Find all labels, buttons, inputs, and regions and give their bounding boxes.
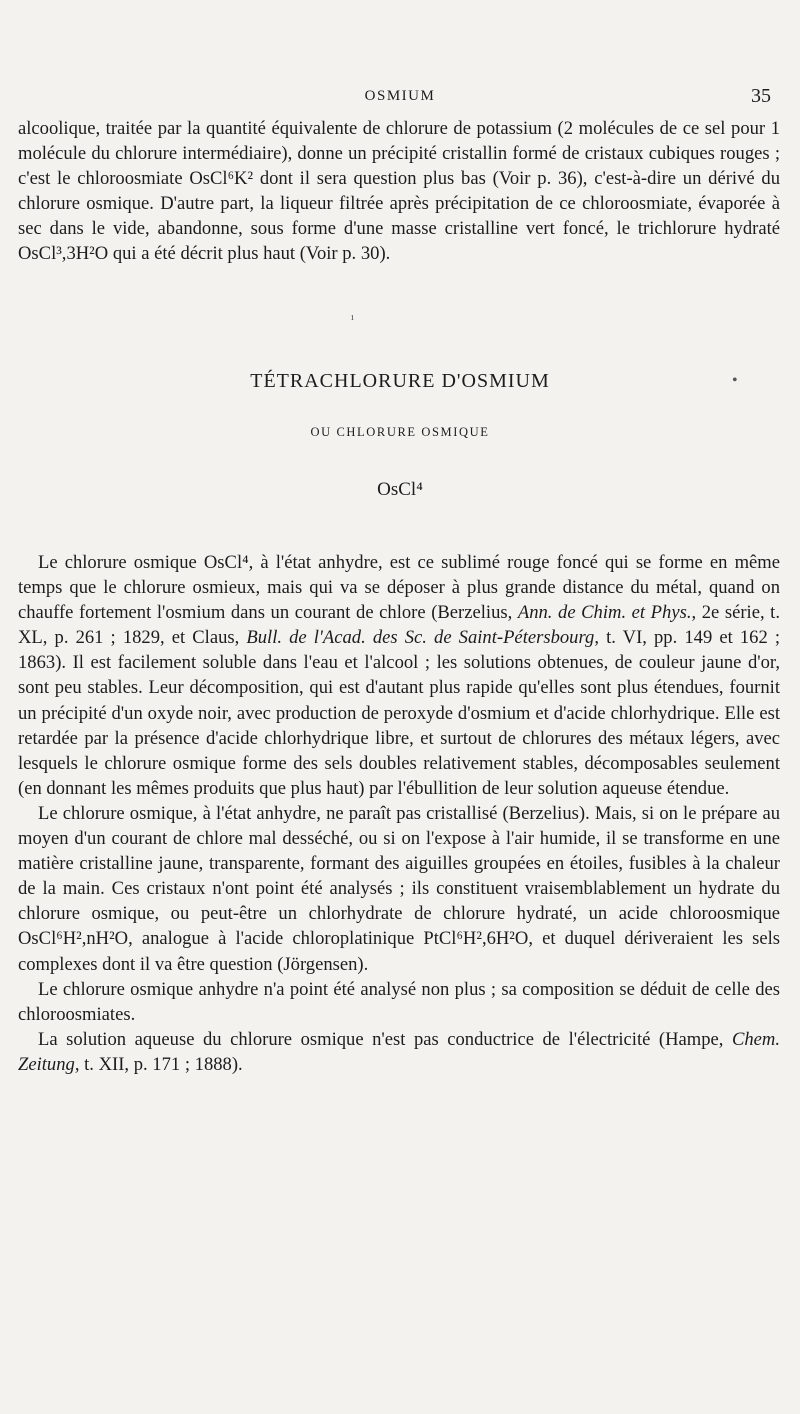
paragraph-crystals: Le chlorure osmique, à l'état anhydre, ne paraît pas cristallisé (Berzelius). Mais, si on le prépare au moyen d'un courant de chlore mal desséché, ou si on l'expose à l'air humide, il se transforme en une matière cristalline jaune, transparente, formant des aiguilles groupées en étoiles, fusibles à la chaleur de la main. Ces cristaux n'ont point été analysés ; ils constituent vraisemblablement un hydrate du chlorure osmique, ou peut-être un chlorhydrate de chlorure hydraté, un acide chloroosmique OsCl⁶H²,nH²O, analogue à l'acide chloroplatinique PtCl⁶H²,6H²O, et duquel dériveraient les sels complexes dont il va être question (Jörgensen). bbox=[18, 802, 780, 975]
paragraph-description bbox=[18, 550, 780, 801]
paragraph-continued: alcoolique, traitée par la quantité équivalente de chlorure de potassium (2 molécules de ce sel pour 1 molécule du chlorure intermédiaire), donne un précipité cristallin formé de cristaux cubiques rouges ; c'est le chloroosmiate OsCl⁶K² dont il sera question plus bas (Voir p. 36), c'est-à-dire un dérivé du chlorure osmique. D'autre part, la liqueur filtrée après précipitation de ce chloroosmiate, évaporée à sec dans le vide, abandonne, sous forme d'une masse cristalline vert foncé, le trichlorure hydraté OsCl³,3H²O qui a été décrit plus haut (Voir p. 30). bbox=[18, 118, 780, 265]
stray-mark: ı bbox=[351, 312, 354, 323]
paragraph-composition: Le chlorure osmique anhydre n'a point été analysé non plus ; sa composition se déduit de celle des chloroosmiates. bbox=[18, 978, 780, 1025]
bullet-mark: • bbox=[732, 372, 738, 389]
section-formula: OsCl⁴ bbox=[377, 479, 423, 500]
paragraph-description-text-3: , t. VI, pp. 149 et 162 ; 1863). Il est facilement soluble dans l'eau et l'alcool ; les solutions obtenues, de couleur jaune d'or, sont peu stables. Leur décomposition, qui est d'autant plus rapide qu'elles sont plus étendues, fournit un précipité d'un oxyde noir, avec production de peroxyde d'osmium et d'acide chlorhydrique. Elle est retardée par la présence d'acide chlorhydrique libre, et surtout de chlorures des métaux légers, avec lesquels le chlorure osmique forme des sels doubles relativement stables, décomposables seulement (en donnant les mêmes produits que plus haut) par l'ébullition de leur solution aqueuse étendue. bbox=[18, 627, 781, 799]
text-block-main bbox=[18, 550, 780, 1077]
citation-bull-acad: Bull. de l'Acad. des Sc. de Saint-Pétersbourg bbox=[246, 627, 595, 649]
section-subtitle: OU CHLORURE OSMIQUE bbox=[310, 425, 490, 439]
citation-ann-chim-phys: Ann. de Chim. et Phys. bbox=[517, 602, 692, 624]
paragraph-conductivity-text-1: La solution aqueuse du chlorure osmique n'est pas conductrice de l'électricité (Hampe, bbox=[38, 1028, 732, 1050]
text-block-top bbox=[18, 116, 780, 267]
paragraph-conductivity-text-2: , t. XII, p. 171 ; 1888). bbox=[74, 1053, 243, 1075]
running-head bbox=[0, 84, 800, 108]
page-number: 35 bbox=[751, 85, 771, 107]
paragraph-conductivity bbox=[18, 1027, 780, 1077]
paragraph-description-text-1: Le chlorure osmique OsCl⁴, à l'état anhydre, est ce sublimé rouge foncé qui se forme en même temps que le chlorure osmieux, mais qui va se déposer à plus grande distance du métal, quand on chauffe fortement l'osmium dans un courant de chlore (Berzelius, bbox=[18, 552, 780, 624]
running-title: OSMIUM bbox=[364, 88, 436, 104]
section-title: TÉTRACHLORURE D'OSMIUM bbox=[250, 370, 550, 392]
citation-chem-zeitung: Chem. Zeitung bbox=[18, 1028, 780, 1075]
paragraph-description-text-2: , 2e série, t. XL, p. 261 ; 1829, et Claus, bbox=[18, 602, 780, 649]
